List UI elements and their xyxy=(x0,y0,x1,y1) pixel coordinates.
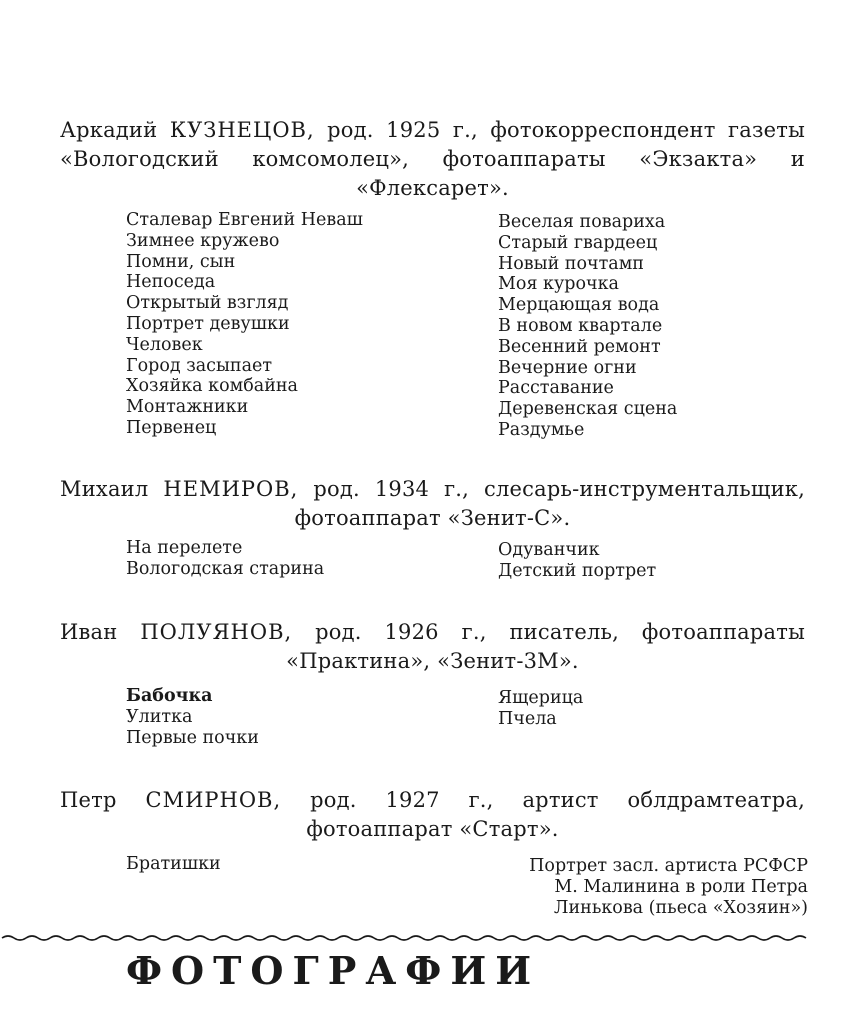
author-first-name: Аркадий xyxy=(60,118,158,142)
section-heading: ФОТОГРАФИИ xyxy=(126,948,541,993)
author-details: род. 1925 г., фотокорреспондент газеты «Вологодский комсомолец», фотоаппараты «Экзакта» и «Флексарет». xyxy=(60,118,805,200)
work-title: Одуванчик xyxy=(498,540,600,560)
works-list-right xyxy=(498,212,677,441)
author-details: род. 1926 г., писатель, фотоаппараты «Практина», «Зенит-3М». xyxy=(286,620,805,673)
work-title: Зимнее кружево xyxy=(126,230,280,251)
work-title: Новый почтамп xyxy=(498,253,644,274)
author-first-name: Иван xyxy=(60,620,118,644)
work-title: Открытый взгляд xyxy=(126,293,289,314)
works-list-right xyxy=(498,688,583,730)
author-last-name: КУЗНЕЦОВ, xyxy=(169,118,315,142)
author-entry-kuznetsov xyxy=(60,116,805,203)
work-title: Весенний ремонт xyxy=(498,336,661,357)
work-title: Бабочка xyxy=(126,686,213,706)
work-title: Улитка xyxy=(126,706,193,727)
work-title: В новом квартале xyxy=(498,315,663,336)
work-title: Портрет засл. артиста РСФСР xyxy=(529,856,808,876)
work-title: Помни, сын xyxy=(126,251,236,272)
author-details: род. 1927 г., артист облдрамтеатра, фотоаппарат «Старт». xyxy=(306,788,805,841)
work-title: Детский портрет xyxy=(498,560,657,581)
author-last-name: СМИРНОВ, xyxy=(145,788,282,812)
work-title: Портрет девушки xyxy=(126,313,290,334)
work-title: Вечерние огни xyxy=(498,357,637,378)
work-title: Вологодская старина xyxy=(126,558,325,579)
work-title: Человек xyxy=(126,334,203,355)
wavy-divider xyxy=(0,930,868,946)
author-first-name: Петр xyxy=(60,788,117,812)
work-title: Веселая повариха xyxy=(498,212,666,232)
author-details: род. 1934 г., слесарь-инструментальщик, фотоаппарат «Зенит-С». xyxy=(294,477,805,530)
work-title: Мерцающая вода xyxy=(498,295,660,316)
work-title: Моя курочка xyxy=(498,274,619,295)
works-list-left xyxy=(126,538,324,580)
work-title: Пчела xyxy=(498,708,557,729)
work-title: Ящерица xyxy=(498,688,584,708)
work-title: Первенец xyxy=(126,417,217,438)
work-title: Расставание xyxy=(498,378,614,399)
work-title: Монтажники xyxy=(126,397,249,418)
works-list-left xyxy=(126,854,221,875)
work-title: Сталевар Евгений Неваш xyxy=(126,210,363,230)
author-entry-poluyanov xyxy=(60,618,805,676)
work-title: Раздумье xyxy=(498,419,585,440)
author-last-name: НЕМИРОВ, xyxy=(163,477,299,501)
work-title: На перелете xyxy=(126,538,243,558)
works-list-left xyxy=(126,686,259,748)
author-first-name: Михаил xyxy=(60,477,149,501)
author-entry-smirnov xyxy=(60,786,805,844)
author-last-name: ПОЛУЯНОВ, xyxy=(140,620,293,644)
work-title: Деревенская сцена xyxy=(498,399,678,420)
work-title: М. Малинина в роли Петра xyxy=(554,876,808,897)
work-title: Первые почки xyxy=(126,727,259,748)
work-title: Братишки xyxy=(126,854,221,874)
work-title: Линькова (пьеса «Хозяин») xyxy=(553,897,808,918)
work-title: Хозяйка комбайна xyxy=(126,376,298,397)
works-list-right xyxy=(498,856,808,918)
work-title: Старый гвардеец xyxy=(498,232,658,253)
work-title: Непоседа xyxy=(126,272,216,293)
works-list-left xyxy=(126,210,363,439)
work-title: Город засыпает xyxy=(126,355,273,376)
author-entry-nemirov xyxy=(60,475,805,533)
works-list-right xyxy=(498,540,656,582)
